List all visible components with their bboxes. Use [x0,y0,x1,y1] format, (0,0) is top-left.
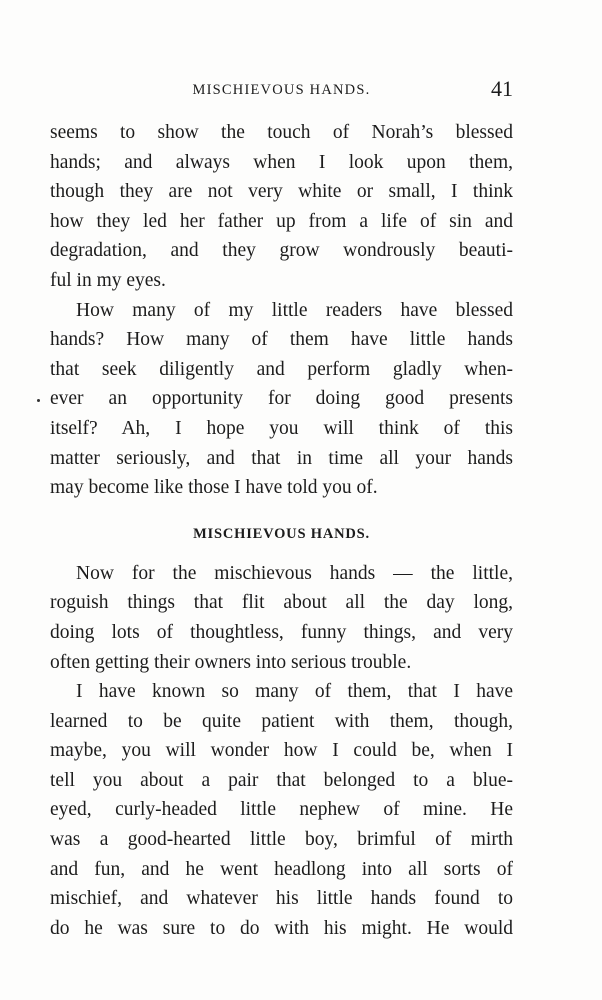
text-line: tell you about a pair that belonged to a blue- [50,769,513,791]
text-line: doing lots of thoughtless, funny things, and very [50,621,513,643]
text-line: ful in my eyes. [50,269,166,291]
text-line: that seek diligently and perform gladly when- [50,358,513,380]
page-number: 41 [491,76,513,101]
text-line: itself? Ah, I hope you will think of this [50,417,513,439]
text-line: How many of my little readers have blessed [76,299,513,321]
text-line: hands; and always when I look upon them, [50,151,513,173]
section-heading: MISCHIEVOUS HANDS. [193,525,370,542]
text-line: may become like those I have told you of. [50,477,378,499]
paragraph [50,559,513,677]
paragraph [50,296,513,503]
running-title: MISCHIEVOUS HANDS. [192,82,371,98]
text-line: do he was sure to do with his might. He would [50,917,513,939]
text-line: was a good-hearted little boy, brimful of mirth [50,829,513,851]
text-line: I have known so many of them, that I have [76,681,513,703]
text-line: degradation, and they grow wondrously beauti- [50,240,513,262]
text-line: matter seriously, and that in time all your hands [50,447,513,469]
paragraph [50,677,513,943]
text-line: eyed, curly-headed little nephew of mine. He [50,799,513,821]
text-line: roguish things that flit about all the day long, [50,592,513,614]
text-line: often getting their owners into serious trouble. [50,651,412,673]
text-line: maybe, you will wonder how I could be, when I [50,740,513,762]
running-header [50,76,513,106]
text-line: hands? How many of them have little hands [50,329,513,351]
body-text [50,118,513,943]
text-line: learned to be quite patient with them, though, [50,710,513,732]
text-line: mischief, and whatever his little hands found to [50,888,513,910]
paper-speck [37,399,40,402]
paragraph [50,118,513,296]
text-line: though they are not very white or small, I think [50,181,513,203]
text-line: Now for the mischievous hands — the little, [76,562,513,584]
text-line: ever an opportunity for doing good presents [50,388,513,410]
text-line: and fun, and he went headlong into all sorts of [50,858,513,880]
text-line: seems to show the touch of Norah’s blessed [50,122,513,143]
text-line: how they led her father up from a life of sin and [50,210,513,232]
